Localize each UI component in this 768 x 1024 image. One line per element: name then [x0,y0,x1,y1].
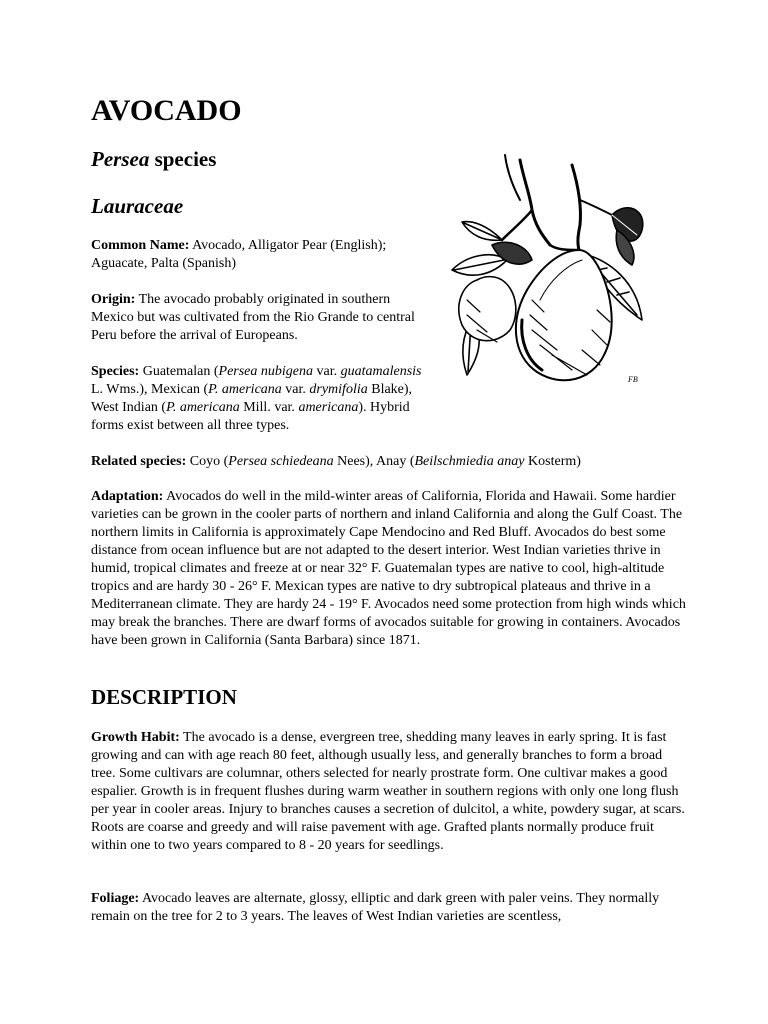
species-paragraph [91,363,436,435]
related-name: Beilschmiedia anay [414,454,525,469]
genus-name: Persea [91,147,150,171]
adaptation-label: Adaptation: [91,489,164,504]
growth-habit-text: The avocado is a dense, evergreen tree, shedding many leaves in early spring. It is fast growing and can with age reach 80 feet, although usually less, and generally branches to form a broad tree. Some cultivars are columnar, others selected for nearly prostrate form. One cultivar makes a good espalier. Growth is in frequent flushes during warm weather in southern regions with only one long flush per year in cooler areas. Injury to branches causes a secretion of dulcitol, a white, powdery sugar, at scars. Roots are coarse and greedy and will raise pavement with age. Grafted plants normally produce fruit within one to two years compared to 8 - 20 years for seedlings. [91,730,685,853]
species-name: Persea nubigena [218,364,313,379]
description-heading: DESCRIPTION [91,685,237,709]
foliage-paragraph [91,890,687,926]
common-name-label: Common Name: [91,238,190,253]
species-text: Blake), West Indian ( [91,382,413,415]
species-name: americana [298,400,359,415]
common-name-paragraph [91,237,421,273]
species-text: Mill. var. [239,400,299,415]
species-text: var. [281,382,310,397]
growth-habit-label: Growth Habit: [91,730,180,745]
adaptation-text: Avocados do well in the mild-winter areas of California, Florida and Hawaii. Some hardier varieties can be grown in the cooler parts of northern and inland California and along the Gulf Coast. The northern limits in California is approximately Cape Mendocino and Red Bluff. Avocados do best some distance from ocean influence but are not adapted to the desert interior. West Indian varieties thrive in humid, tropical climates and freeze at or near 32° F. Guatemalan types are native to cool, high-altitude tropics and are hardy 30 - 26° F. Mexican types are native to dry subtropical plateaus and thrive in a Mediterranean climate. They are hardy 24 - 19° F. Avocados need some protection from high winds which may break the branches. There are dwarf forms of avocados suitable for growing in containers. Avocados have been grown in California (Santa Barbara) since 1871. [91,489,686,648]
related-species-paragraph [91,453,687,471]
species-name: drymifolia [309,382,368,397]
growth-habit-paragraph [91,729,687,855]
species-name: P. americana [208,382,282,397]
related-species-label: Related species: [91,454,187,469]
species-text: L. Wms.), Mexican ( [91,382,209,397]
family-heading: Lauraceae [91,194,184,218]
page-title: AVOCADO [91,94,242,127]
foliage-text: Avocado leaves are alternate, glossy, elliptic and dark green with paler veins. They normally remain on the tree for 2 to 3 years. The leaves of West Indian varieties are scentless, [91,891,660,924]
genus-heading [91,146,216,172]
avocado-illustration-icon [432,150,677,390]
origin-label: Origin: [91,292,136,307]
species-name: P. americana [166,400,240,415]
foliage-label: Foliage: [91,891,140,906]
origin-paragraph [91,291,421,345]
related-text: Kosterm) [524,454,581,469]
common-name-text: Avocado, Alligator Pear (English); Aguacate, Palta (Spanish) [91,238,387,271]
related-text: Coyo ( [186,454,229,469]
origin-text: The avocado probably originated in southern Mexico but was cultivated from the Rio Grande to central Peru before the arrival of Europeans. [91,292,415,343]
species-label: Species: [91,364,140,379]
species-text: var. [313,364,341,379]
related-name: Persea schiedeana [228,454,334,469]
illustration-signature: FB [628,375,638,384]
species-text: Guatemalan ( [139,364,219,379]
species-name: guatamalensis [340,364,422,379]
genus-suffix: species [149,147,217,171]
related-text: Nees), Anay ( [333,454,415,469]
adaptation-paragraph [91,488,687,650]
species-text: ). Hybrid forms exist between all three types. [91,400,410,433]
